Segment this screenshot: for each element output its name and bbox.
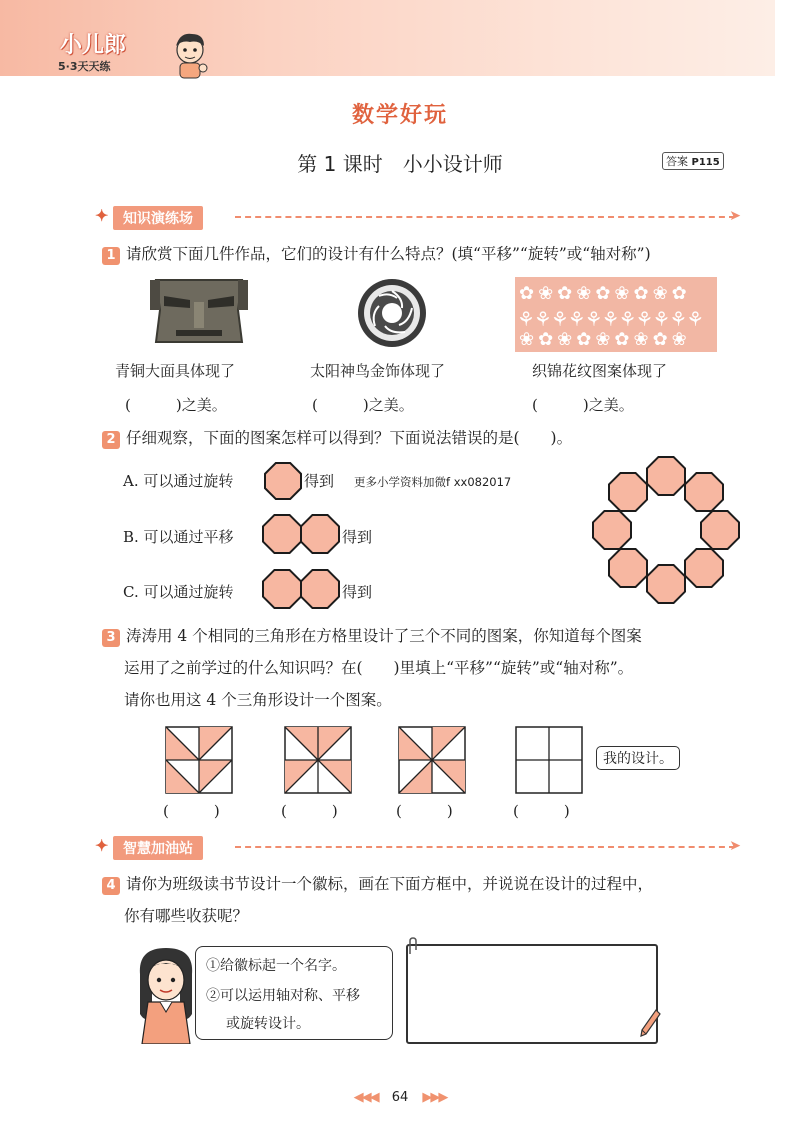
octagon-shape (262, 569, 302, 609)
question-text-line-3: 请你也用这 4 个三角形设计一个图案。 (124, 691, 392, 709)
question-number: 4 (102, 877, 120, 895)
triangle-pattern-2 (284, 726, 352, 794)
q2-option-b-text[interactable]: B. 可以通过平移 (123, 528, 234, 546)
q2-option-c-text[interactable]: C. 可以通过旋转 (123, 583, 234, 601)
q2-option-c-suffix: 得到 (342, 583, 373, 601)
promo-note: 更多小学资料加微f xx082017 (354, 475, 512, 489)
section-boost-header (95, 836, 741, 858)
octagon-shape (608, 472, 648, 512)
question-number: 2 (102, 431, 120, 449)
octagon-shape (262, 514, 302, 554)
girl-character-icon (130, 944, 202, 1044)
question-text: 仔细观察，下面的图案怎样可以得到？下面说法错误的是( )。 (126, 429, 573, 447)
octagon-shape (300, 514, 340, 554)
q2-option-a-suffix: 得到 (304, 472, 335, 490)
page-number: 64 (391, 1090, 409, 1105)
next-arrows-icon: ▶▶▶ (422, 1090, 447, 1105)
question-text: 请欣赏下面几件作品，它们的设计有什么特点？(填“平移”“旋转”或“轴对称”) (126, 245, 651, 263)
lesson-title: 第 1 课时 小小设计师 (297, 152, 503, 176)
question-1 (102, 240, 782, 268)
tips-speech-bubble (195, 946, 393, 1040)
octagon-shape (264, 462, 302, 500)
octagon-ring-figure (592, 456, 740, 604)
my-design-bubble: 我的设计。 (596, 746, 680, 770)
bronze-mask-image (150, 276, 248, 346)
paperclip-icon (404, 936, 424, 956)
arrow-right-icon: ➤ (729, 208, 741, 224)
q1-caption-1: 青铜大面具体现了 (115, 362, 236, 380)
tip-3: 或旋转设计。 (226, 1016, 310, 1032)
answer-page: P115 (691, 157, 720, 168)
page-footer (0, 1090, 800, 1105)
figure-pattern-icon: ⚘⚘⚘⚘⚘⚘⚘⚘⚘⚘⚘ (517, 307, 704, 331)
q3-answer-blank-3[interactable]: ( ) (396, 802, 453, 820)
triangle-pattern-3 (398, 726, 466, 794)
octagon-shape (646, 564, 686, 604)
octagon-shape (684, 472, 724, 512)
q1-caption-3: 织锦花纹图案体现了 (532, 362, 668, 380)
flower-pattern-icon: ❀✿❀✿❀✿❀✿❀ (519, 329, 691, 350)
series-name: 5·3天天练 (58, 60, 111, 73)
question-number: 3 (102, 629, 120, 647)
octagon-shape (608, 548, 648, 588)
question-text-line-1: 涛涛用 4 个相同的三角形在方格里设计了三个不同的图案，你知道每个图案 (126, 627, 642, 645)
arrow-right-icon: ➤ (729, 838, 741, 854)
boy-mascot-icon (168, 30, 214, 80)
tip-2: ②可以运用轴对称、平移 (206, 988, 360, 1004)
brocade-pattern-image (515, 277, 717, 352)
answer-reference (662, 152, 724, 170)
question-4 (102, 870, 792, 930)
question-text-line-1: 请你为班级读书节设计一个徽标，画在下面方框中，并说说在设计的过程中， (126, 875, 654, 893)
q1-caption-2: 太阳神鸟金饰体现了 (310, 362, 446, 380)
divider (235, 216, 735, 218)
flower-pattern-icon: ✿❀✿❀✿❀✿❀✿ (519, 283, 691, 304)
q1-answer-blank-3[interactable]: ( )之美。 (532, 396, 634, 414)
q3-answer-blank-1[interactable]: ( ) (163, 802, 220, 820)
question-2 (102, 424, 782, 452)
octagon-shape (300, 569, 340, 609)
answer-label: 答案 (666, 155, 688, 168)
divider (235, 846, 735, 848)
star-icon: ✦ (95, 206, 109, 225)
question-text-line-2: 运用了之前学过的什么知识吗？在( )里填上“平移”“旋转”或“轴对称”。 (124, 659, 634, 677)
page-title: 数学好玩 (351, 103, 448, 128)
star-icon: ✦ (95, 836, 109, 855)
q3-answer-blank-4[interactable]: ( ) (513, 802, 570, 820)
q2-option-b-suffix: 得到 (342, 528, 373, 546)
sun-bird-gold-image (357, 278, 427, 348)
section-boost-label: 智慧加油站 (113, 836, 203, 860)
brand-logo: 小儿郎 (60, 33, 127, 58)
question-text-line-2: 你有哪些收获呢？ (124, 907, 249, 925)
prev-arrows-icon: ◀◀◀ (353, 1090, 378, 1105)
question-number: 1 (102, 247, 120, 265)
octagon-shape (700, 510, 740, 550)
q1-answer-blank-1[interactable]: ( )之美。 (125, 396, 227, 414)
empty-design-grid[interactable] (515, 726, 583, 794)
pencil-icon (638, 1008, 662, 1038)
q1-answer-blank-2[interactable]: ( )之美。 (312, 396, 414, 414)
section-practice-header (95, 206, 741, 228)
octagon-shape (592, 510, 632, 550)
q3-answer-blank-2[interactable]: ( ) (281, 802, 338, 820)
section-practice-label: 知识演练场 (113, 206, 203, 230)
question-3 (102, 622, 792, 714)
logo-drawing-frame[interactable] (406, 944, 658, 1044)
triangle-pattern-1 (165, 726, 233, 794)
octagon-shape (646, 456, 686, 496)
tip-1: ①给徽标起一个名字。 (206, 958, 346, 974)
octagon-shape (684, 548, 724, 588)
q2-option-a-text[interactable]: A. 可以通过旋转 (123, 472, 234, 490)
